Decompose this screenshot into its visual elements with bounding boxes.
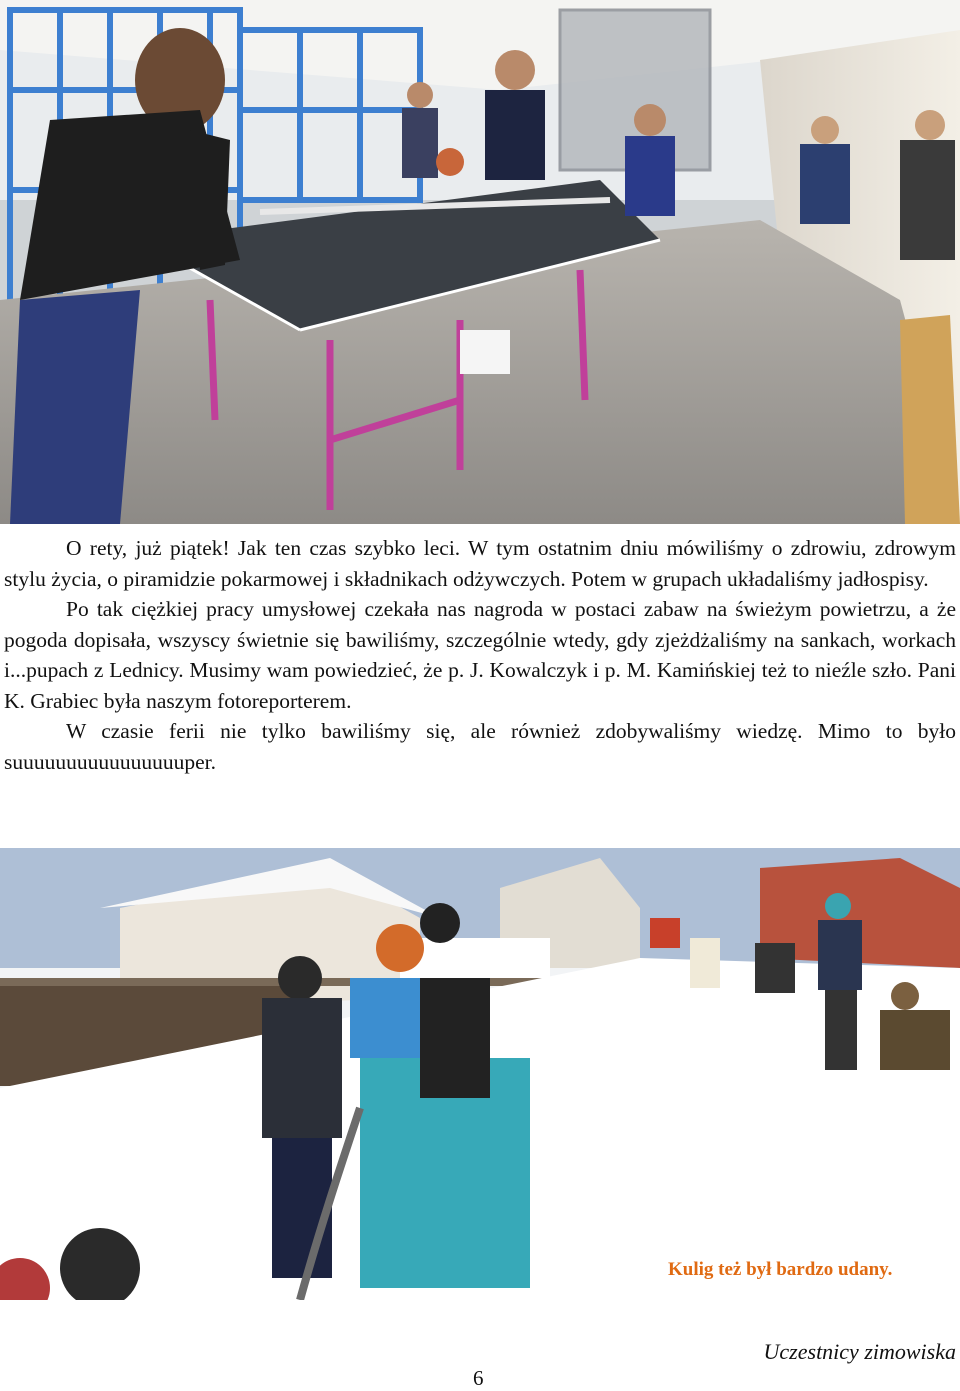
photo-caption: Kulig też był bardzo udany.: [668, 1259, 893, 1280]
photo-sleigh-ride: [0, 848, 960, 1300]
paragraph-friday: O rety, już piątek! Jak ten czas szybko leci. W tym ostatnim dniu mówiliśmy o zdrowiu, zdrowym stylu życia, o piramidzie pokarmowej i składnikach odżywczych. Potem w grupach układaliśmy jadłospisy.: [4, 536, 956, 591]
sleigh-ride-illustration: [0, 848, 960, 1300]
article-text: [4, 533, 956, 777]
signature: Uczestnicy zimowiska: [763, 1339, 956, 1364]
table-tennis-illustration: [0, 0, 960, 524]
photo-table-tennis: [0, 0, 960, 524]
paragraph-summary: W czasie ferii nie tylko bawiliśmy się, ale również zdobywaliśmy wiedzę. Mimo to było suuuuuuuuuuuuuuuuper.: [4, 719, 956, 774]
paragraph-outdoor-fun: Po tak ciężkiej pracy umysłowej czekała nas nagroda w postaci zabaw na świeżym powietrzu, a że pogoda dopisała, wszyscy świetnie się bawiliśmy, szczególnie wtedy, gdy zjeżdżaliśmy na sankach, workach i...pupach z Lednicy. Musimy wam powiedzieć, że p. J. Kowalczyk i p. M. Kamińskiej też to nieźle szło. Pani K. Grabiec była naszym fotoreporterem.: [4, 597, 956, 713]
page-number: 6: [473, 1366, 484, 1390]
